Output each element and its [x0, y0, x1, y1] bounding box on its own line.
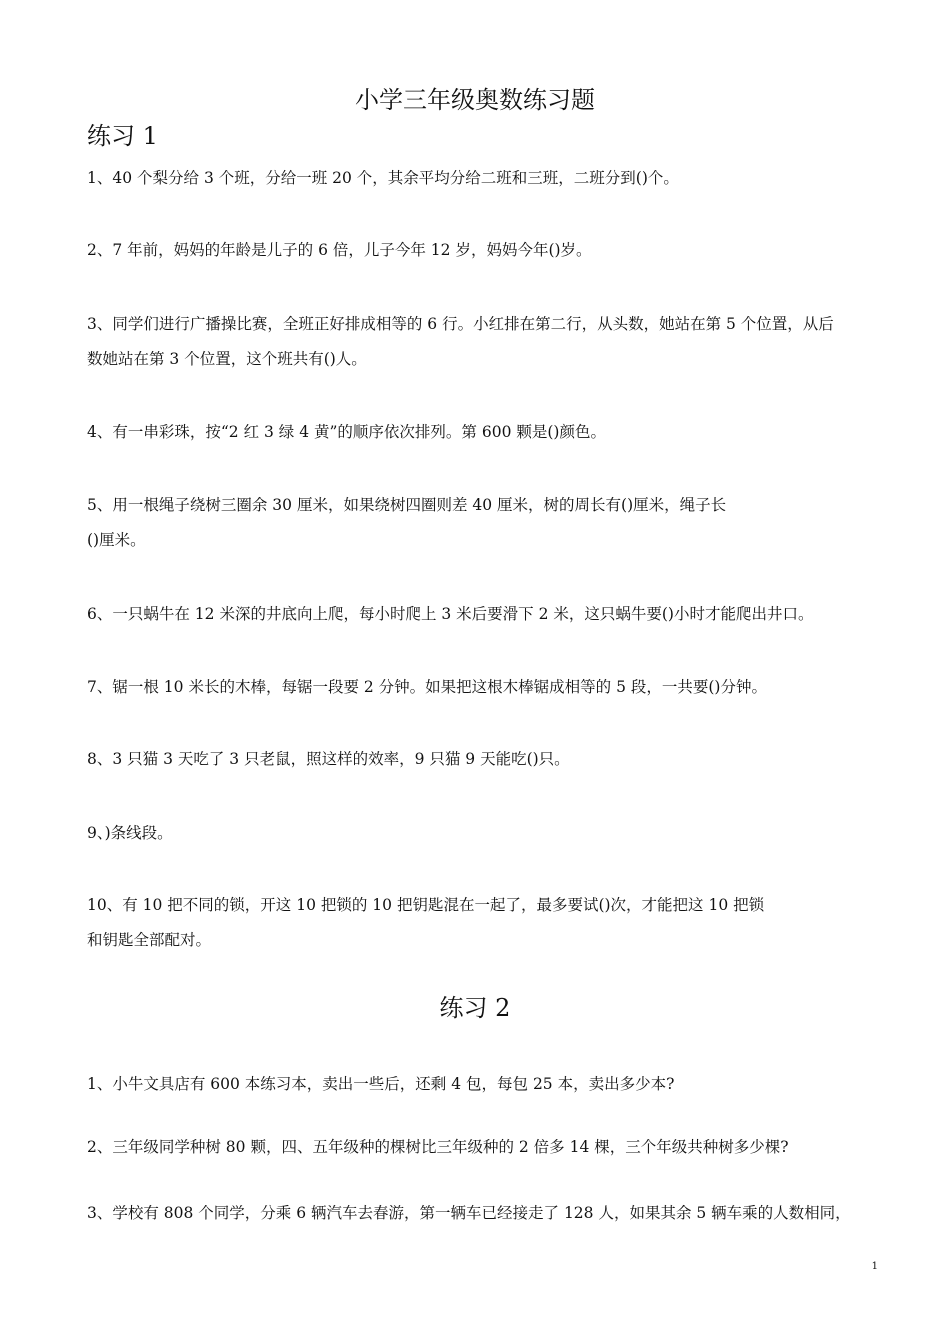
page-number: 1	[871, 1261, 878, 1272]
question-line: 1、小牛文具店有 600 本练习本，卖出一些后，还剩 4 包，每包 25 本，卖出多少本?	[87, 1075, 675, 1093]
question-2-3	[87, 1202, 851, 1224]
question-1-5	[87, 494, 726, 551]
question-line: ()厘米。	[87, 531, 146, 549]
section-2-heading: 练习 2	[439, 994, 511, 1022]
question-line: 3、学校有 808 个同学，分乘 6 辆汽车去春游，第一辆车已经接走了 128 人，如果其余 5 辆车乘的人数相同，	[87, 1204, 851, 1222]
question-line: 8、3 只猫 3 天吃了 3 只老鼠，照这样的效率，9 只猫 9 天能吃()只。	[87, 750, 570, 768]
question-line: 4、有一串彩珠，按“2 红 3 绿 4 黄”的顺序依次排列。第 600 颗是()颜色。	[87, 423, 606, 441]
question-line: 10、有 10 把不同的锁，开这 10 把锁的 10 把钥匙混在一起了，最多要试()次，才能把这 10 把锁	[87, 896, 765, 914]
question-1-3	[87, 313, 834, 370]
question-line: 2、7 年前，妈妈的年龄是儿子的 6 倍，儿子今年 12 岁，妈妈今年()岁。	[87, 241, 592, 259]
question-line: 7、锯一根 10 米长的木棒，每锯一段要 2 分钟。如果把这根木棒锯成相等的 5 段，一共要()分钟。	[87, 678, 767, 696]
question-2-1	[87, 1073, 674, 1095]
question-line: 5、用一根绳子绕树三圈余 30 厘米，如果绕树四圈则差 40 厘米，树的周长有()厘米，绳子长	[87, 496, 727, 514]
question-line: 数她站在第 3 个位置，这个班共有()人。	[87, 350, 367, 368]
section-1-heading: 练习 1	[87, 122, 158, 150]
question-1-6	[87, 603, 813, 625]
question-1-4	[87, 421, 606, 443]
question-line: 和钥匙全部配对。	[87, 931, 212, 949]
question-line: 3、同学们进行广播操比赛，全班正好排成相等的 6 行。小红排在第二行，从头数，她站在第 5 个位置，从后	[87, 315, 834, 333]
question-1-10	[87, 894, 764, 951]
question-1-2	[87, 239, 592, 261]
question-1-8	[87, 748, 570, 770]
question-1-1	[87, 167, 679, 189]
question-2-2	[87, 1136, 789, 1158]
question-line: 2、三年级同学种树 80 颗，四、五年级种的棵树比三年级种的 2 倍多 14 棵，三个年级共种树多少棵?	[87, 1138, 789, 1156]
document-title: 小学三年级奥数练习题	[355, 86, 595, 114]
question-1-9	[87, 822, 173, 844]
question-line: 1、40 个梨分给 3 个班，分给一班 20 个，其余平均分给二班和三班，二班分到()个。	[87, 169, 679, 187]
question-1-7	[87, 676, 767, 698]
question-line: 6、一只蜗牛在 12 米深的井底向上爬，每小时爬上 3 米后要滑下 2 米，这只蜗牛要()小时才能爬出井口。	[87, 605, 814, 623]
question-line: 9、)条线段。	[87, 824, 173, 842]
